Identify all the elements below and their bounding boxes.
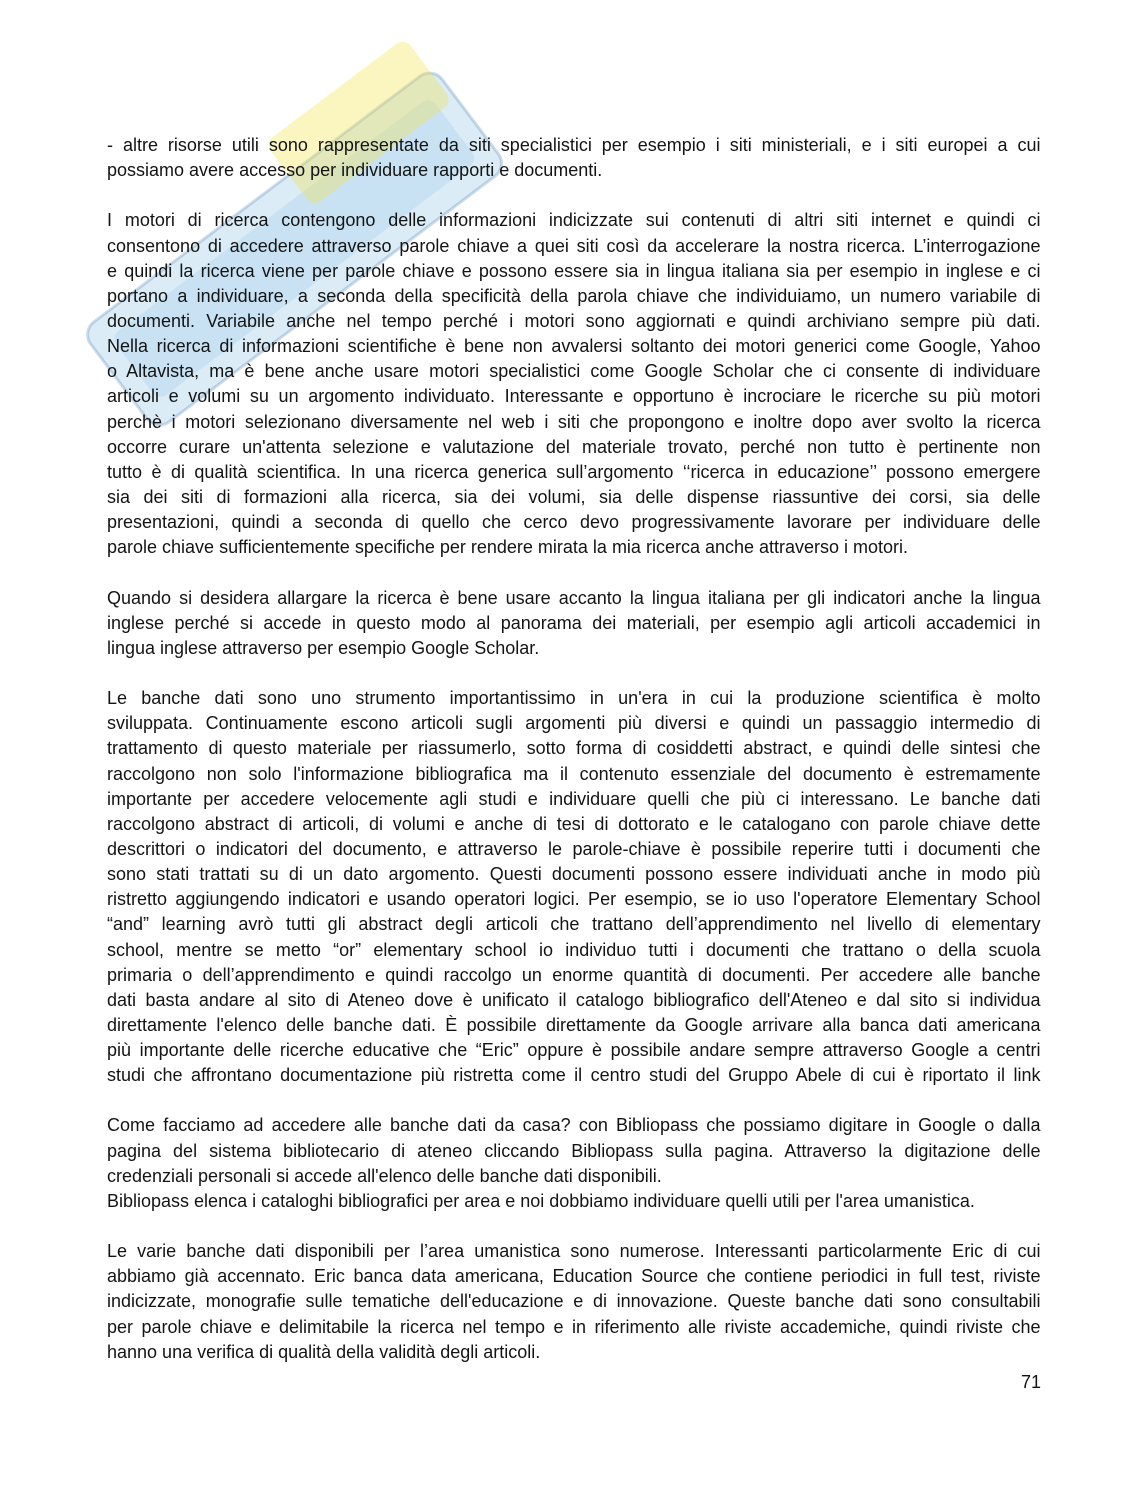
text-line	[107, 1264, 1041, 1289]
text-line	[107, 988, 1041, 1013]
line-text: descrittori o indicatori del documento, e attraverso le parole-chiave è possibile reperire tutti i documenti che	[107, 838, 1041, 859]
line-text: documenti. Variabile anche nel tempo perché i motori sono aggiornati e quindi archiviano sempre più dati.	[107, 310, 1041, 331]
line-text: raccolgono non solo l'informazione bibliografica ma il contenuto essenziale del documento è estremamente	[107, 763, 1041, 784]
text-line	[107, 736, 1041, 761]
text-line	[107, 510, 1041, 535]
text-line	[107, 1189, 1041, 1214]
text-line	[107, 384, 1041, 409]
text-line	[107, 1340, 1041, 1365]
text-line	[107, 334, 1041, 359]
line-text: Le varie banche dati disponibili per l’area umanistica sono numerose. Interessanti particolarmente Eric di cui	[107, 1241, 1041, 1262]
text-line	[107, 435, 1041, 460]
line-text: Nella ricerca di informazioni scientifiche è bene non avvalersi soltanto dei motori generici come Google, Yahoo	[107, 336, 1041, 357]
text-line	[107, 1239, 1041, 1264]
line-text: presentazioni, quindi a seconda di quello che cerco devo progressivamente lavorare per individuare delle	[107, 512, 1041, 533]
text-line	[107, 208, 1041, 233]
line-text: sono stati trattati su di un dato argomento. Questi documenti possono essere individuati anche in modo più	[107, 864, 1041, 885]
line-text: articoli e volumi su un argomento individuato. Interessante e opportuno è incrociare le ricerche su più motori	[107, 386, 1041, 407]
line-text: primaria o dell’apprendimento e quindi raccolgo un enorme quantità di documenti. Per accedere alle banche	[107, 964, 1041, 985]
text-line	[107, 234, 1041, 259]
text-line	[107, 284, 1041, 309]
line-text: più importante delle ricerche educative che “Eric” oppure è possibile andare sempre attraverso Google a centri	[107, 1040, 1041, 1061]
text-line	[107, 535, 1041, 560]
text-line	[107, 862, 1041, 887]
line-text: sviluppata. Continuamente escono articoli sugli argomenti più diversi e quindi un passaggio intermedio di	[107, 713, 1041, 734]
text-line	[107, 938, 1041, 963]
paragraph	[107, 208, 1041, 560]
line-text: consentono di accedere attraverso parole chiave a quei siti così da accelerare la nostra ricerca. L’interrogazione	[107, 235, 1041, 256]
line-text: tutto è di qualità scientifica. In una ricerca generica sull’argomento ‘‘ricerca in educazione’’ possono emergere	[107, 461, 1041, 482]
text-line	[107, 158, 1041, 183]
line-text: - altre risorse utili sono rappresentate da siti specialistici per esempio i siti ministeriali, e i siti europei a cui	[107, 135, 1041, 155]
line-text: “and” learning avrò tutti gli abstract degli articoli che trattano dell’apprendimento nel livello di elementary	[107, 914, 1041, 935]
line-text: hanno una verifica di qualità della validità degli articoli.	[107, 1341, 541, 1362]
page-number: 71	[1020, 1372, 1041, 1392]
line-text: e quindi la ricerca viene per parole chiave e possono essere sia in lingua italiana sia per esempio in inglese e ci	[107, 260, 1041, 281]
text-line	[107, 963, 1041, 988]
text-line	[107, 410, 1041, 435]
line-text: per parole chiave e delimitabile la ricerca nel tempo e in riferimento alle riviste accademiche, quindi riviste che	[107, 1316, 1041, 1337]
text-line	[107, 812, 1041, 837]
text-line	[107, 259, 1041, 284]
text-line	[107, 309, 1041, 334]
line-text: importante per accedere velocemente agli studi e individuare quelli che più ci interessano. Le banche dati	[107, 788, 1041, 809]
line-text: indicizzate, monografie sulle tematiche dell'educazione e di innovazione. Queste banche dati sono consultabili	[107, 1291, 1041, 1312]
text-line	[107, 460, 1041, 485]
text-line	[107, 1139, 1041, 1164]
line-text: pagina del sistema bibliotecario di ateneo cliccando Bibliopass sulla pagina. Attraverso la digitazione delle	[107, 1140, 1041, 1161]
line-text: credenziali personali si accede all'elenco delle banche dati disponibili.	[107, 1165, 662, 1186]
document-body	[107, 133, 1041, 1390]
text-line	[107, 133, 1041, 158]
line-text: ristretto aggiungendo indicatori e usando operatori logici. Per esempio, se io uso l'operatore Elementary School	[107, 889, 1041, 910]
line-text: sia dei siti di formazioni alla ricerca, sia dei volumi, sia delle dispense riassuntive dei corsi, sia delle	[107, 486, 1041, 507]
text-line	[107, 887, 1041, 912]
line-text: Bibliopass elenca i cataloghi bibliografici per area e noi dobbiamo individuare quelli utili per l'area umanistica.	[107, 1190, 975, 1211]
text-line	[107, 636, 1041, 661]
text-line	[107, 787, 1041, 812]
paragraph	[107, 1113, 1041, 1214]
text-line	[107, 1113, 1041, 1138]
line-text: lingua inglese attraverso per esempio Google Scholar.	[107, 637, 540, 658]
line-text: Quando si desidera allargare la ricerca è bene usare accanto la lingua italiana per gli indicatori anche la lingua	[107, 587, 1041, 608]
line-text: dati basta andare al sito di Ateneo dove è unificato il catalogo bibliografico dell'Ateneo e dal sito si individua	[107, 989, 1041, 1010]
text-line	[107, 1164, 1041, 1189]
text-line	[107, 1038, 1041, 1063]
text-line	[107, 611, 1041, 636]
line-text: Come facciamo ad accedere alle banche dati da casa? con Bibliopass che possiamo digitare in Google o dalla	[107, 1115, 1041, 1136]
text-line	[107, 1315, 1041, 1340]
line-text: portano a individuare, a seconda della specificità della parola chiave che individuiamo, un numero variabile di	[107, 285, 1041, 306]
text-line	[107, 485, 1041, 510]
text-line	[107, 1013, 1041, 1038]
line-text: abbiamo già accennato. Eric banca data americana, Education Source che contiene periodici in full test, riviste	[107, 1266, 1041, 1287]
paragraph	[107, 686, 1041, 1088]
line-text: o Altavista, ma è bene anche usare motori specialistici come Google Scholar che ci consente di individuare	[107, 361, 1041, 382]
text-line	[107, 912, 1041, 937]
paragraph	[107, 586, 1041, 661]
text-line	[107, 359, 1041, 384]
line-text: raccolgono abstract di articoli, di volumi e anche di tesi di dottorato e le catalogano con parole chiave dette	[107, 813, 1041, 834]
line-text: inglese perché si accede in questo modo al panorama dei materiali, per esempio agli articoli accademici in	[107, 612, 1041, 633]
line-text: studi che affrontano documentazione più ristretta come il centro studi del Gruppo Abele di cui è riportato il link	[107, 1065, 1041, 1086]
line-text: parole chiave sufficientemente specifiche per rendere mirata la mia ricerca anche attraverso i motori.	[107, 537, 909, 558]
text-line	[107, 1289, 1041, 1314]
paragraph	[107, 1239, 1041, 1365]
text-line	[107, 1063, 1041, 1088]
text-line	[107, 837, 1041, 862]
text-line	[107, 686, 1041, 711]
line-text: perchè i motori selezionano diversamente nel web i siti che propongono e inoltre dopo aver svolto la ricerca	[107, 411, 1041, 432]
paragraph	[107, 133, 1041, 183]
line-text: school, mentre se metto “or” elementary school io individuo tutti i documenti che trattano o della scuola	[107, 939, 1041, 960]
line-text: possiamo avere accesso per individuare rapporti e documenti.	[107, 160, 603, 181]
text-line	[107, 762, 1041, 787]
line-text: Le banche dati sono uno strumento importantissimo in un'era in cui la produzione scientifica è molto	[107, 688, 1041, 709]
line-text: I motori di ricerca contengono delle informazioni indicizzate sui contenuti di altri siti internet e quindi ci	[107, 210, 1041, 231]
text-line	[107, 586, 1041, 611]
line-text: trattamento di questo materiale per riassumerlo, sotto forma di cosiddetti abstract, e quindi delle sintesi che	[107, 738, 1041, 759]
line-text: direttamente l'elenco delle banche dati. È possibile direttamente da Google arrivare alla banca dati americana	[107, 1014, 1041, 1035]
line-text: occorre curare un'attenta selezione e valutazione del materiale trovato, perché non tutto è pertinente non	[107, 436, 1041, 457]
text-line	[107, 711, 1041, 736]
